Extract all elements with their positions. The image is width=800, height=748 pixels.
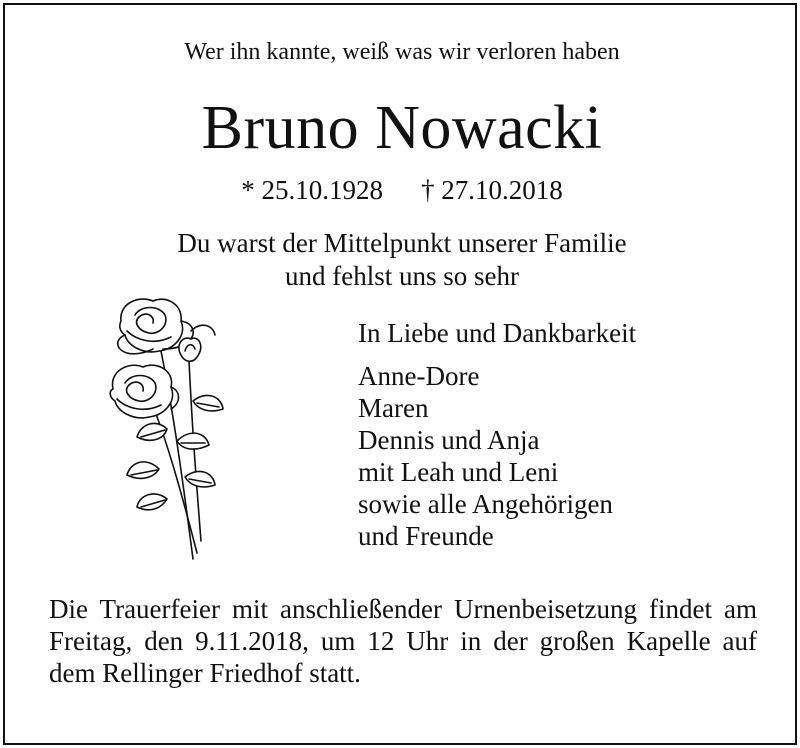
birth-date: * 25.10.1928 xyxy=(241,175,383,205)
tribute-line: und fehlst uns so sehr xyxy=(285,261,519,291)
mourner-name: Anne-Dore xyxy=(358,361,480,391)
mourner-list xyxy=(358,360,636,552)
tribute-line: Du warst der Mittelpunkt unserer Familie xyxy=(177,228,627,258)
service-line: am Freitag, den 9.11.2018, um 12 Uhr in der großen xyxy=(49,594,758,656)
motto: Wer ihn kannte, weiß was wir verloren haben xyxy=(184,39,620,65)
mourner-name: sowie alle Angehörigen xyxy=(358,489,613,519)
death-date: † 27.10.2018 xyxy=(421,175,563,205)
service-line: Die Trauerfeier mit anschließender Urnenbeisetzung findet xyxy=(49,594,712,624)
mourners xyxy=(358,317,636,552)
deceased-name: Bruno Nowacki xyxy=(201,94,603,162)
obituary-frame xyxy=(3,3,797,745)
mourner-name: Maren xyxy=(358,393,429,423)
service-line: Kapelle auf dem Rellinger Friedhof statt. xyxy=(49,626,758,688)
tribute xyxy=(5,227,799,293)
life-dates xyxy=(5,175,799,206)
rose-icon xyxy=(101,291,251,561)
mourners-intro: In Liebe und Dankbarkeit xyxy=(358,318,637,348)
mourner-name: und Freunde xyxy=(358,521,494,551)
funeral-service-notice xyxy=(49,593,757,689)
mourner-name: Dennis und Anja xyxy=(358,425,540,455)
mourner-name: mit Leah und Leni xyxy=(358,457,559,487)
